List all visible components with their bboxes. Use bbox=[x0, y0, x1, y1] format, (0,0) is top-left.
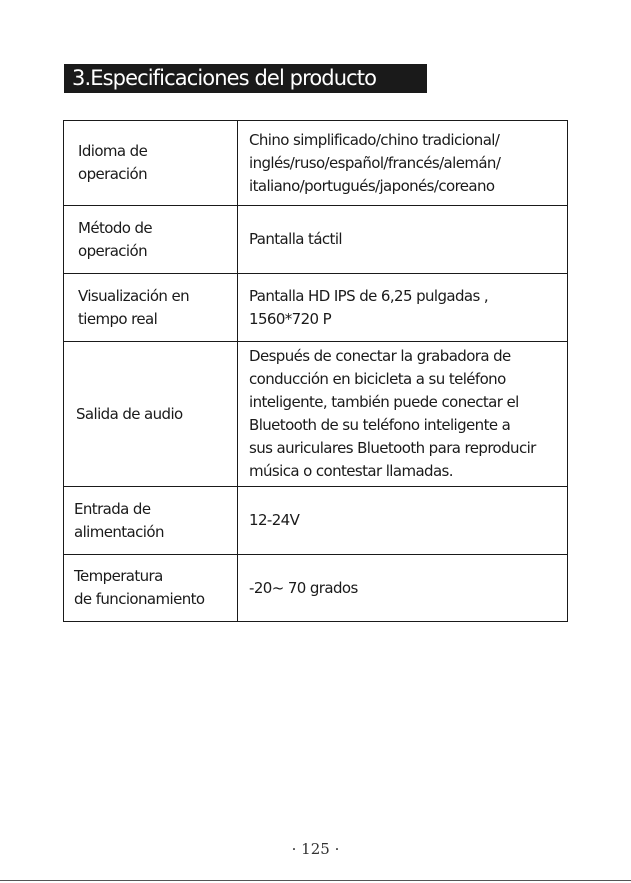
spec-label-cell bbox=[64, 487, 238, 555]
spec-value: -20~ 70 grados bbox=[249, 578, 358, 597]
spec-row-operating-temperature bbox=[64, 555, 568, 622]
spec-value-cell bbox=[238, 555, 568, 622]
spec-label-cell bbox=[64, 342, 238, 487]
page-bottom-divider bbox=[0, 880, 631, 881]
spec-row-audio-output bbox=[64, 342, 568, 487]
specifications-table bbox=[63, 120, 568, 622]
spec-label-cell bbox=[64, 274, 238, 342]
spec-label: Visualización en tiempo real bbox=[78, 286, 190, 328]
spec-label-cell bbox=[64, 121, 238, 206]
spec-label-cell bbox=[64, 206, 238, 274]
page-number: · 125 · bbox=[291, 840, 340, 858]
spec-value: Pantalla HD IPS de 6,25 pulgadas , 1560*720 P bbox=[249, 286, 489, 328]
spec-value: 12-24V bbox=[249, 511, 300, 529]
spec-value-cell bbox=[238, 274, 568, 342]
spec-value-cell bbox=[238, 121, 568, 206]
spec-label-cell bbox=[64, 555, 238, 622]
spec-label: Entrada de alimentación bbox=[74, 499, 164, 541]
spec-label: Temperatura de funcionamiento bbox=[74, 567, 205, 608]
spec-label: Salida de audio bbox=[76, 404, 183, 423]
spec-value-cell bbox=[238, 206, 568, 274]
spec-value-cell bbox=[238, 342, 568, 487]
spec-row-realtime-display bbox=[64, 274, 568, 342]
spec-value: Chino simplificado/chino tradicional/ inglés/ruso/español/francés/alemán/ italiano/portugués/japonés/coreano bbox=[249, 130, 501, 195]
spec-row-language bbox=[64, 121, 568, 206]
spec-value: Después de conectar la grabadora de conducción en bicicleta a su teléfono inteligente, también puede conectar el Bluetooth de su teléfono inteligente a sus auriculares Bluetooth para reproducir música o contestar llamadas. bbox=[249, 347, 536, 480]
spec-value-cell bbox=[238, 487, 568, 555]
spec-row-power-input bbox=[64, 487, 568, 555]
spec-label: Método de operación bbox=[78, 218, 153, 260]
spec-value: Pantalla táctil bbox=[249, 230, 342, 248]
section-title: 3.Especificaciones del producto bbox=[64, 64, 427, 93]
spec-label: Idioma de operación bbox=[78, 142, 148, 183]
spec-row-operation-method bbox=[64, 206, 568, 274]
